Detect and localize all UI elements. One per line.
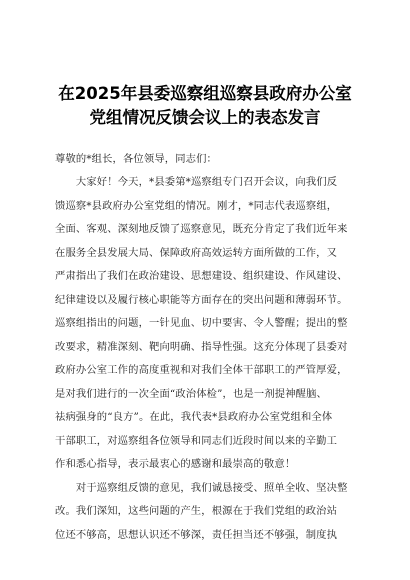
body-text-line: 大家好！今天，*县委第*巡察组专门召开会议，向我们反 (55, 176, 338, 188)
body-text-line: 是对我们进行的一次全面“政治体检”，也是一剂提神醒脑、 (55, 388, 327, 400)
body-text-line: 位还不够高，思想认识还不够深，责任担当还不够强，制度执 (55, 529, 338, 541)
body-text-line: 祛病强身的“良方”。在此，我代表*县政府办公室党组和全体 (55, 411, 333, 423)
body-text-line: 严肃指出了我们在政治建设、思想建设、组织建设、作风建设、 (55, 270, 348, 282)
body-text-line: 干部职工，对巡察组各位领导和同志们近段时间以来的辛勤工 (55, 435, 338, 447)
body-text-line: 馈巡察*县政府办公室党组的情况。刚才，*同志代表巡察组， (55, 200, 338, 212)
body-text-line: 改要求，精准深刻、靶向明确、指导性强。这充分体现了县委对 (55, 341, 348, 353)
document-title-line-1: 在2025年县委巡察组巡察县政府办公室 (58, 84, 352, 103)
document-title-line-2: 党组情况反馈会议上的表态发言 (89, 108, 321, 127)
body-text-line: 作和悉心指导，表示最衷心的感谢和最崇高的敬意！ (55, 458, 296, 470)
body-text-line: 改。我们深知，这些问题的产生，根源在于我们党组的政治站 (55, 505, 338, 517)
body-text-line: 在服务全县发展大局、保障政府高效运转方面所做的工作，又 (55, 247, 338, 259)
salutation: 尊敬的*组长，各位领导，同志们： (55, 153, 218, 165)
body-text-line: 全面、客观、深刻地反馈了巡察意见，既充分肯定了我们近年来 (55, 223, 348, 235)
body-text-line: 巡察组指出的问题，一针见血、切中要害、令人警醒；提出的整 (55, 317, 348, 329)
body-text-line: 对于巡察组反馈的意见，我们诚恳接受、照单全收、坚决整 (55, 482, 348, 494)
body-text-line: 纪律建设以及履行核心职能等方面存在的突出问题和薄弱环节。 (55, 294, 348, 306)
body-text-line: 政府办公室工作的高度重视和对我们全体干部职工的严管厚爱， (55, 364, 348, 376)
